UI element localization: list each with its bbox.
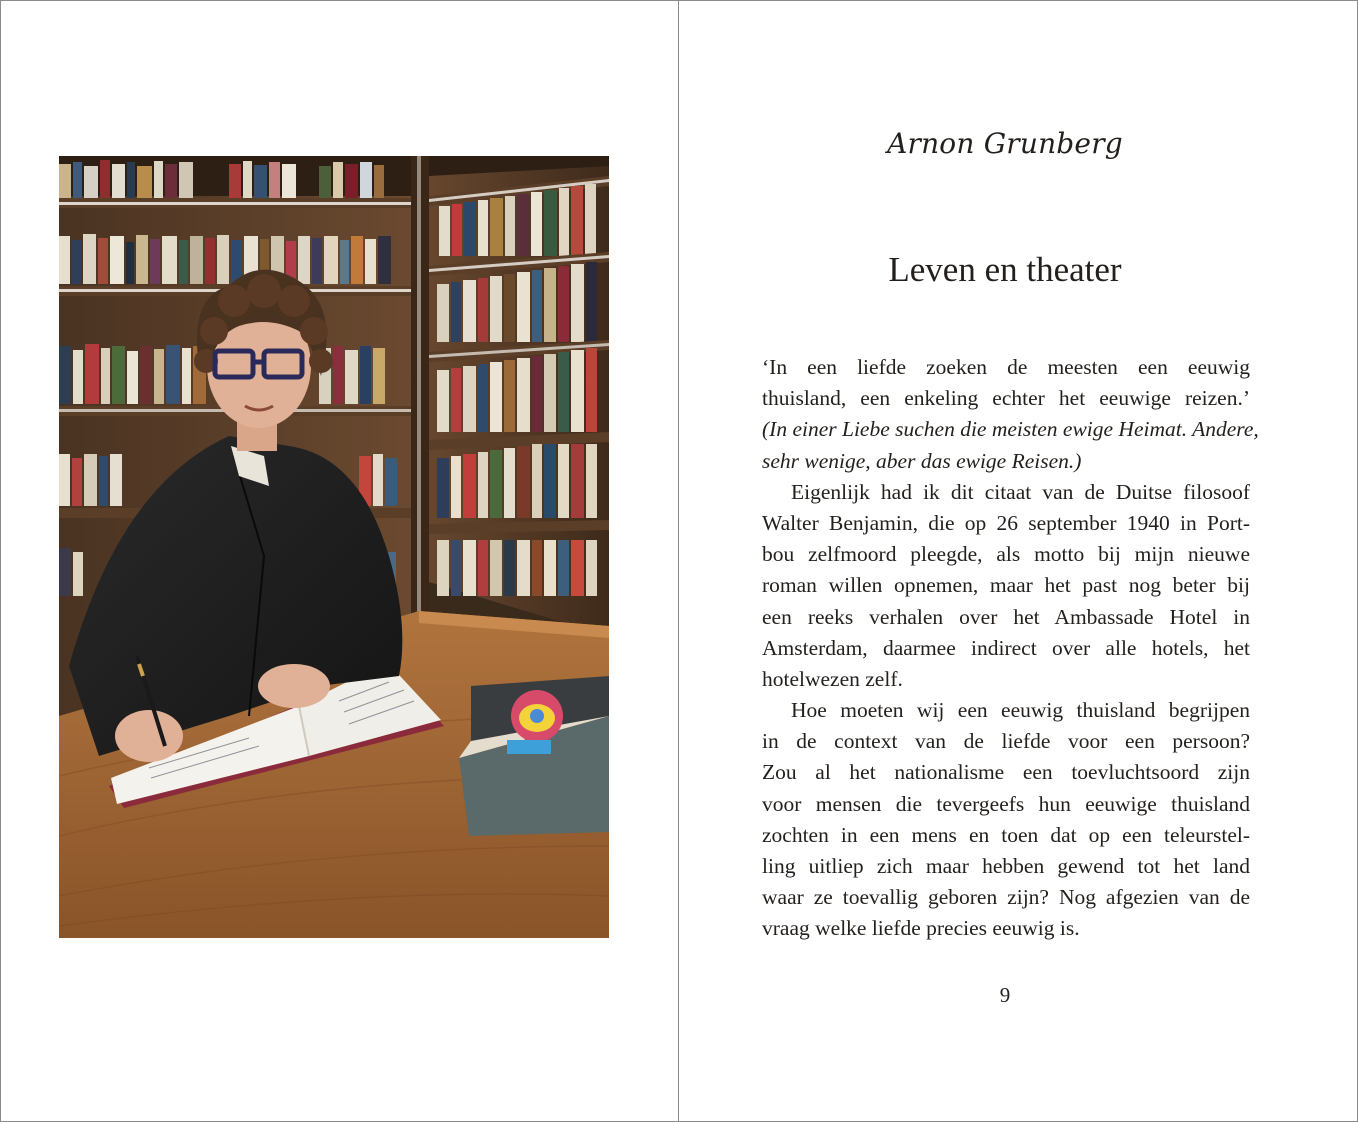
quote-translation-line: sehr wenige, aber das ewige Reisen.) <box>762 448 1082 473</box>
text-line: Amsterdam, daarmee indirect over alle hotels, het <box>762 635 1250 660</box>
text-line: in de context van de liefde voor een persoon? <box>762 729 1250 754</box>
chapter-title: Leven en theater <box>888 250 1122 289</box>
text-line: thuisland, een enkeling echter het eeuwige reizen.’ <box>762 386 1250 411</box>
body-text <box>762 352 1259 945</box>
text-line: zochten in een mens en toen dat op een teleurstel- <box>762 822 1250 847</box>
text-line: Hoe moeten wij een eeuwig thuisland begrijpen <box>791 698 1250 723</box>
text-line: roman willen opnemen, maar het past nog beter bij <box>762 573 1250 598</box>
text-line: ‘In een liefde zoeken de meesten een eeuwig <box>762 355 1250 379</box>
text-line: Zou al het nationalisme een toevluchtsoord zijn <box>762 760 1250 785</box>
book-on-table <box>459 676 609 836</box>
bookshelf-right <box>429 156 609 596</box>
author-name: Arnon Grunberg <box>887 127 1123 160</box>
author-photo <box>59 156 609 938</box>
text-line: vraag welke liefde precies eeuwig is. <box>762 916 1080 941</box>
text-line: bou zelfmoord pleegde, als motto bij mijn nieuwe <box>762 542 1250 567</box>
page-number: 9 <box>999 983 1011 1007</box>
text-line: Walter Benjamin, die op 26 september 1940 in Port- <box>762 510 1250 535</box>
text-line: hotelwezen zelf. <box>762 666 903 691</box>
text-line: waar ze toevallig geboren zijn? Nog afgezien van de <box>762 885 1250 910</box>
page-gutter <box>678 0 679 1122</box>
text-line: ling uitliep zich maar hebben gewend tot het land <box>762 854 1250 878</box>
text-line: een reeks verhalen over het Ambassade Hotel in <box>762 604 1250 629</box>
text-line: voor mensen die tevergeefs hun eeuwige thuisland <box>762 791 1250 816</box>
quote-translation-line: (In einer Liebe suchen die meisten ewige Heimat. Andere, <box>762 417 1259 442</box>
text-line: Eigenlijk had ik dit citaat van de Duitse filosoof <box>791 479 1250 504</box>
